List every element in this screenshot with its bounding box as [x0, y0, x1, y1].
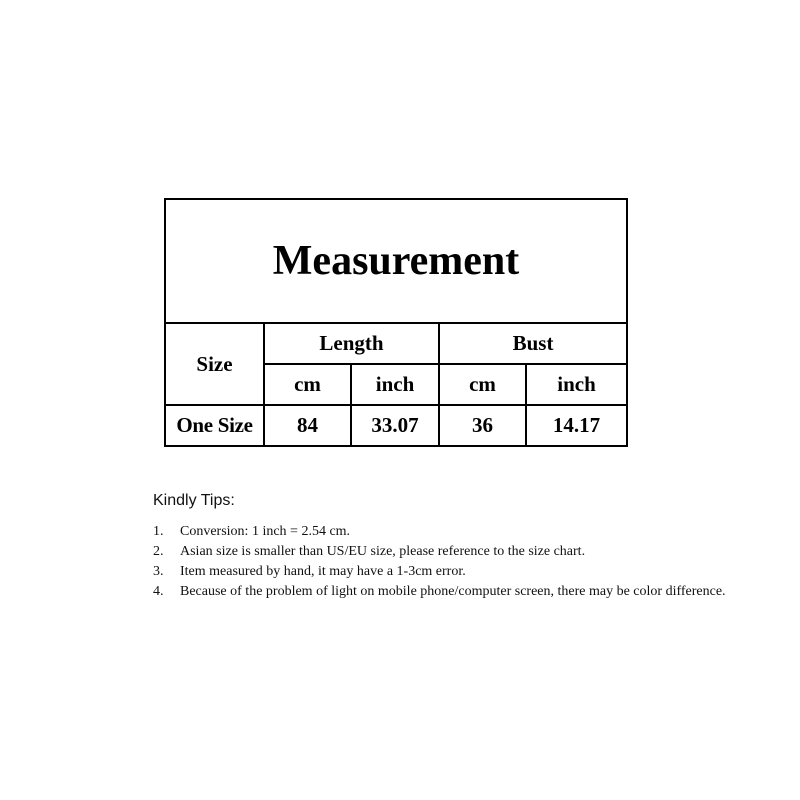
size-column-header: Size: [165, 323, 264, 405]
tips-list: [153, 522, 753, 602]
list-item-text: Item measured by hand, it may have a 1-3cm error.: [180, 564, 466, 579]
table-title-row: [165, 199, 627, 323]
bust-cm-cell: 36: [439, 405, 526, 446]
size-chart-table: [164, 198, 628, 447]
table-title: Measurement: [165, 199, 627, 323]
size-value-cell: One Size: [165, 405, 264, 446]
list-item-text: Because of the problem of light on mobile phone/computer screen, there may be color difference.: [180, 584, 726, 599]
bust-inch-cell: 14.17: [526, 405, 627, 446]
list-item-text: Asian size is smaller than US/EU size, please reference to the size chart.: [180, 544, 586, 559]
table-group-header-row: [165, 323, 627, 364]
length-group-header: Length: [264, 323, 439, 364]
tips-title: Kindly Tips:: [153, 492, 235, 509]
list-item-text: Conversion: 1 inch = 2.54 cm.: [180, 524, 351, 539]
bust-inch-header: inch: [526, 364, 627, 405]
length-inch-cell: 33.07: [351, 405, 439, 446]
list-item-number: 2.: [153, 544, 164, 559]
list-item: [153, 542, 753, 562]
list-item-number: 4.: [153, 584, 164, 599]
length-cm-header: cm: [264, 364, 351, 405]
length-cm-cell: 84: [264, 405, 351, 446]
kindly-tips-section: [153, 492, 753, 602]
bust-group-header: Bust: [439, 323, 627, 364]
bust-cm-header: cm: [439, 364, 526, 405]
list-item: [153, 582, 753, 602]
list-item: [153, 562, 753, 582]
table-row: [165, 405, 627, 446]
list-item-number: 1.: [153, 524, 164, 539]
list-item: [153, 522, 753, 542]
list-item-number: 3.: [153, 564, 164, 579]
length-inch-header: inch: [351, 364, 439, 405]
